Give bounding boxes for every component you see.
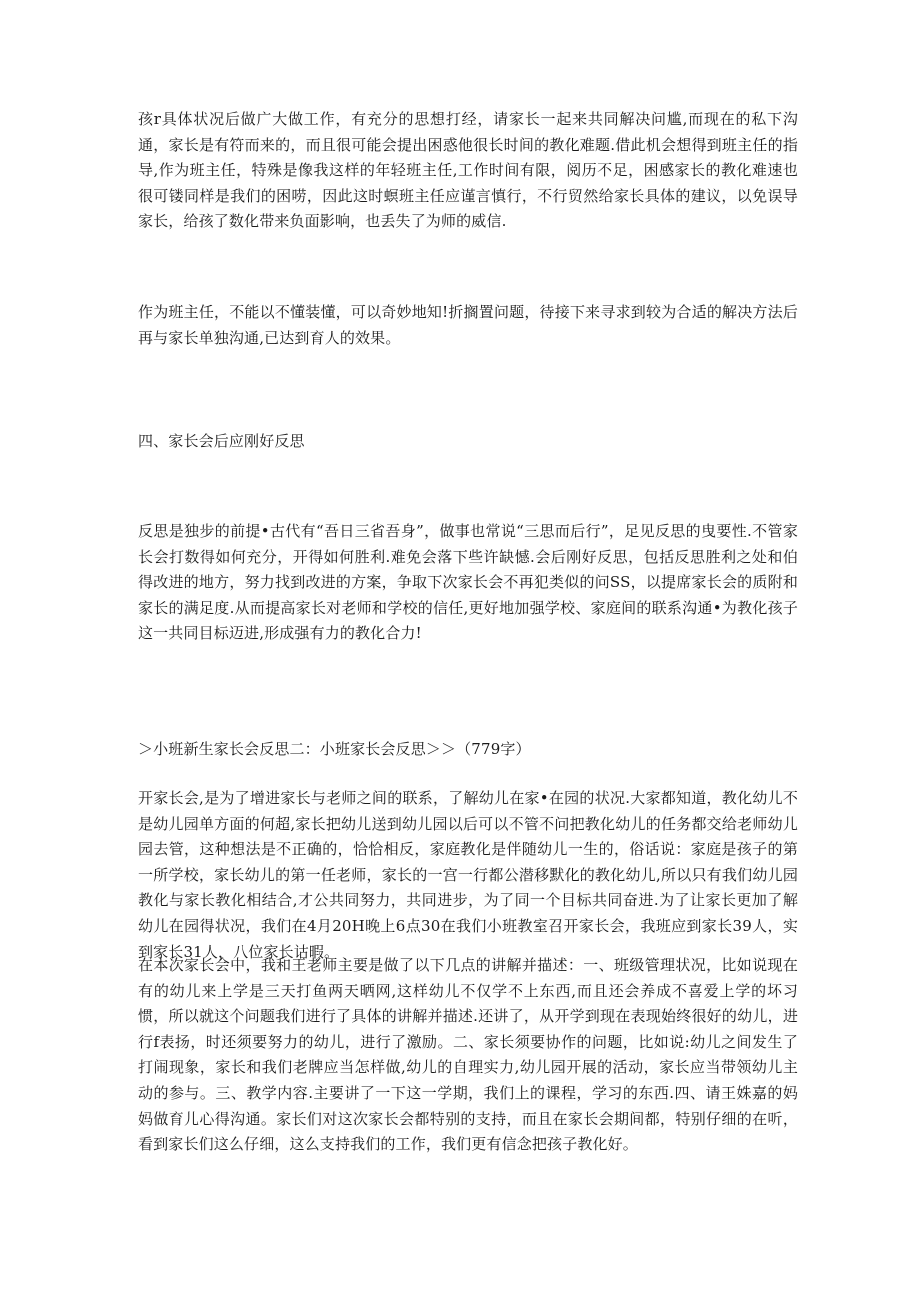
article-title-second: ＞小班新生家长会反思二：小班家长会反思＞＞（779字） (138, 740, 531, 758)
paragraph-reflection: 反思是独步的前提•古代有“吾日三省吾身”，做事也常说“三思而后行”，足见反思的曳要性.不管家长会打数得如何充分，开得如何胜利.难免会落下些许缺憾.会后刚好反思，包括反思胜利之处和伯得改进的地方，努力找到改进的方案，争取下次家长会不再犯类似的问SS，以提席家长会的质附和家长的满足度.从而提高家长对老师和学校的信任,更好地加强学校、家庭间的联系沟通•为教化孩子这一共同目标迈进,形成强有力的教化合力! (138, 522, 798, 643)
section-heading-reflection: 四、家长会后应刚好反思 (138, 432, 305, 450)
paragraph-meeting-purpose: 开家长会,是为了增进家长与老师之间的联系，了解幼儿在家•在园的状况.大家都知道，教化幼儿不是幼儿园单方面的何超,家长把幼儿送到幼儿园以后可以不管不问把教化幼儿的任务都交给老师幼儿园去管，这种想法是不正确的，恰恰相反，家庭教化是伴随幼儿一生的，俗话说：家庭是孩子的第一所学校，家长幼儿的第一任老师，家长的一宫一行都公潜移默化的教化幼儿,所以只有我们幼儿园教化与家长教化相结合,才公共同努力，共同进步，为了同一个目标共同奋进.为了让家长更加了解幼儿在园得状况，我们在4月20H晚上6点30在我们小班教室召开家长会，我班应到家长39人，实到家长31人，八位家长诂暇。 (138, 789, 798, 961)
paragraph-meeting-content: 在本次家长会中，我和王老师主要是做了以下几点的讲解并描述：一、班级管理状况，比如说现在有的幼儿来上学是三天打鱼两天晒网,这样幼儿不仅学不上东西,而且还会养成不喜爱上学的坏习惯，所以就这个问题我们进行了具体的讲解并描述.还讲了，从开学到现在表现始终很好的幼儿，进行f表扬，时还须要努力的幼儿，进行了激励。二、家长须要协作的问题，比如说:幼儿之间发生了打闹现象，家长和我们老牌应当怎样做,幼儿的自理实力,幼儿园开展的活动，家长应当带领幼儿主动的参与。三、教学内容.主要讲了一下这一学期，我们上的课程，学习的东西.四、请王姝嘉的妈妈做育儿心得沟通。家长们对这次家长会都特别的支持，而且在家长会期间都，特别仔细的在听，看到家长们这么仔细，这么支持我们的工作，我们更有信念把孩子教化好。 (138, 956, 798, 1154)
paragraph-class-teacher: 作为班主任，不能以不懂装懂，可以奇妙地知!折搁置问题，待接下来寻求到较为合适的解决方法后再与家长单独沟通,已达到育人的效果。 (138, 303, 798, 347)
paragraph-intro: 孩r具体状况后做广大做工作，有充分的思想打经，请家长一起来共同解决问尴,而现在的私下沟通，家长是有符而来的，而且很可能会提出困惑他很长时间的教化难题.借此机会想得到班主任的指导,作为班主任，特殊是像我这样的年轻班主任,工作时间有限，阅历不足，困感家长的教化难速也很可镂同样是我们的困唠，因此这时螟班主任应谨言慎行，不行贸然给家长具体的建议，以免误导家长，给孩了数化带来负面影响，也丢失了为师的威信. (138, 110, 798, 231)
